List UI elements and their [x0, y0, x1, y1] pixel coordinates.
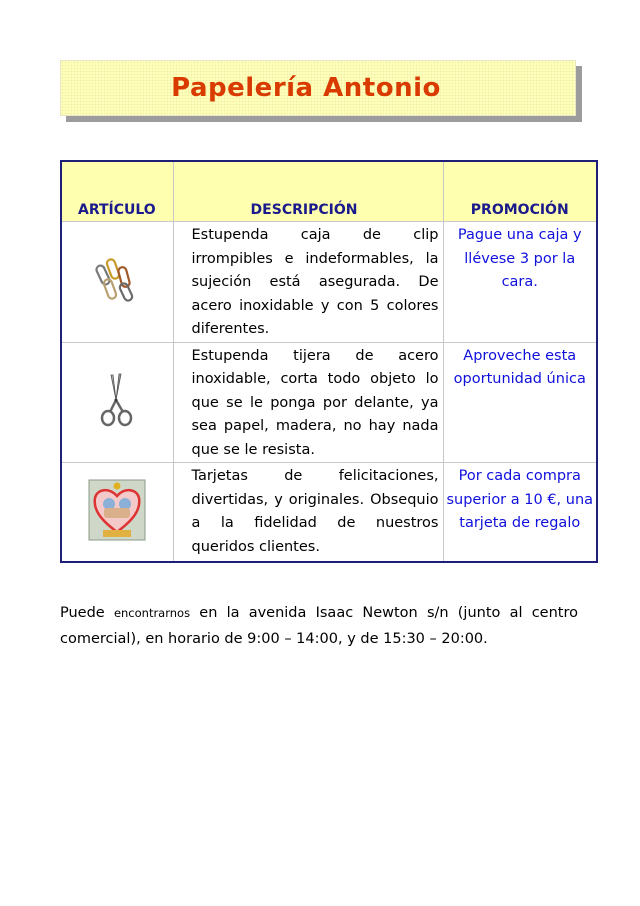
footer-text-small: encontrarnos	[113, 606, 191, 620]
row-promotion: Pague una caja y llévese 3 por la cara.	[443, 222, 597, 343]
header-descripcion: DESCRIPCIÓN	[173, 161, 443, 222]
product-table	[60, 160, 598, 563]
row-description: Tarjetas de felicitaciones, divertidas, y originales. Obsequio a la fidelidad de nuestros queridos clientes.	[173, 463, 443, 562]
footer-address	[60, 600, 578, 652]
row-description: Estupenda caja de clip irrompibles e indeformables, la sujeción está asegurada. De acero inoxidable y con 5 colores diferentes.	[173, 222, 443, 343]
row-promotion: Aproveche esta oportunidad única	[443, 342, 597, 463]
article-image-cell	[61, 463, 173, 562]
title-banner	[60, 60, 576, 116]
header-articulo: ARTÍCULO	[61, 161, 173, 222]
footer-text-1: Puede	[60, 605, 114, 621]
table-header-row	[61, 161, 597, 222]
scissors-icon	[99, 372, 135, 428]
footer-text-2: en la avenida Isaac Newton s/n (junto al centro comercial), en horario de 9:00 – 14:00, y de 15:30 – 20:00.	[60, 605, 578, 647]
header-promocion: PROMOCIÓN	[443, 161, 597, 222]
table-row	[61, 222, 597, 343]
paper-clips-icon	[94, 255, 140, 305]
table-row	[61, 463, 597, 562]
page-title: Papelería Antonio	[171, 73, 441, 103]
table-row	[61, 342, 597, 463]
greeting-card-icon	[87, 478, 147, 542]
row-description: Estupenda tijera de acero inoxidable, corta todo objeto lo que se le ponga por delante, ya sea papel, madera, no hay nada que se le resista.	[173, 342, 443, 463]
article-image-cell	[61, 342, 173, 463]
row-promotion: Por cada compra superior a 10 €, una tarjeta de regalo	[443, 463, 597, 562]
article-image-cell	[61, 222, 173, 343]
